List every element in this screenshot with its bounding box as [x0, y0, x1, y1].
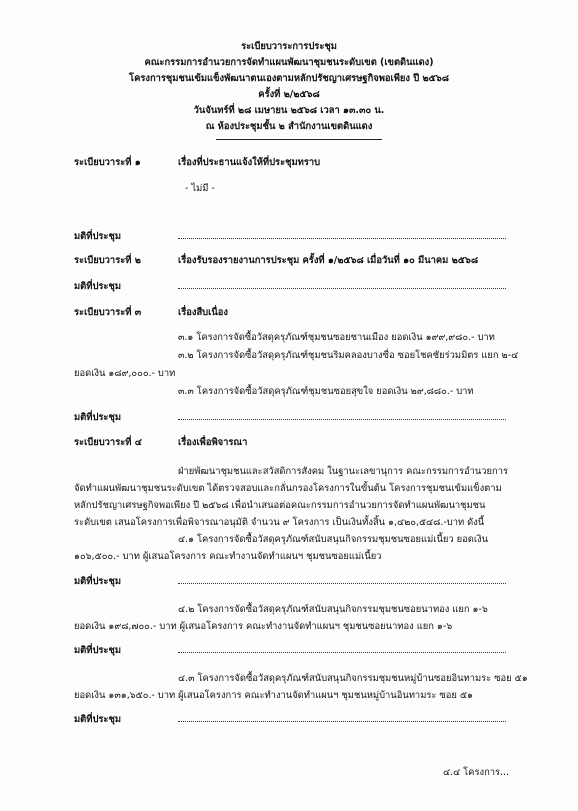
- header-divider: [216, 139, 382, 140]
- agenda-4-label: ระเบียบวาระที่ ๔: [74, 437, 142, 448]
- agenda-4-paragraph: ระดับเขต เสนอโครงการเพื่อพิจารณาอนุมัติ จำนวน ๙ โครงการ เป็นเงินทั้งสิ้น ๑,๔๒๐,๕๔๘.-บาท ดังนี้: [74, 517, 485, 528]
- resolution-label: มติที่ประชุม: [74, 645, 122, 656]
- agenda-3-item-2-cont: ยอดเงิน ๑๘๙,๐๐๐.- บาท: [74, 368, 176, 379]
- agenda-3-label: ระเบียบวาระที่ ๓: [74, 307, 142, 318]
- agenda-3-title: เรื่องสืบเนื่อง: [178, 307, 228, 318]
- agenda-4-item-1-cont: ๑๐๖,๕๐๐.- บาท ผู้เสนอโครงการ คณะทำงานจัดทำแผนฯ ชุมชนซอยแม่เนี้ยว: [74, 551, 382, 562]
- resolution-blank: [178, 288, 506, 289]
- agenda-4-item-2: ๔.๒ โครงการจัดซื้อวัสดุครุภัณฑ์สนับสนุนกิจกรรมชุมชนซอยนาทอง แยก ๑-๖: [178, 604, 488, 615]
- agenda-4-item-1: ๔.๑ โครงการจัดซื้อวัสดุครุภัณฑ์สนับสนุนกิจกรรมชุมชนซอยแม่เนี้ยว ยอดเงิน: [178, 534, 489, 545]
- resolution-label: มติที่ประชุม: [74, 576, 122, 587]
- agenda-2-title: เรื่องรับรองรายงานการประชุม ครั้งที่ ๑/๒๕๖๘ เมื่อวันที่ ๑๐ มีนาคม ๒๕๖๘: [178, 255, 479, 266]
- agenda-4-item-3: ๔.๓ โครงการจัดซื้อวัสดุครุภัณฑ์สนับสนุนกิจกรรมชุมชนหมู่บ้านซอยอินทามระ ซอย ๕๑: [178, 673, 528, 684]
- agenda-3-item-3: ๓.๓ โครงการจัดซื้อวัสดุครุภัณฑ์ชุมชนซอยสุขใจ ยอดเงิน ๒๙,๘๘๐.- บาท: [178, 386, 474, 397]
- resolution-blank: [178, 583, 506, 584]
- agenda-4-item-2-cont: ยอดเงิน ๑๙๘,๗๐๐.- บาท ผู้เสนอโครงการ คณะทำงานจัดทำแผนฯ ชุมชนซอยนาทอง แยก ๑-๖: [74, 621, 453, 632]
- resolution-label: มติที่ประชุม: [74, 412, 122, 423]
- agenda-1-title: เรื่องที่ประธานแจ้งให้ที่ประชุมทราบ: [178, 157, 321, 168]
- meeting-number: ครั้งที่ ๒/๒๕๖๘: [258, 89, 320, 100]
- resolution-blank: [178, 238, 506, 239]
- agenda-4-paragraph: หลักปรัชญาเศรษฐกิจพอเพียง ปี ๒๕๖๘ เพื่อนำเสนอต่อคณะกรรมการอำนวยการจัดทำแผนพัฒนาชุมชน: [74, 500, 486, 511]
- agenda-2-label: ระเบียบวาระที่ ๒: [74, 255, 141, 266]
- resolution-blank: [178, 652, 506, 653]
- resolution-label: มติที่ประชุม: [74, 281, 122, 292]
- committee-name: คณะกรรมการอำนวยการจัดทำแผนพัฒนาชุมชนระดับเขต (เขตดินแดง): [144, 57, 434, 68]
- meeting-venue: ณ ห้องประชุมชั้น ๒ สำนักงานเขตดินแดง: [205, 121, 373, 132]
- agenda-3-item-2: ๓.๒ โครงการจัดซื้อวัสดุครุภัณฑ์ชุมชนริมคลองบางซื่อ ซอยโชคชัยร่วมมิตร แยก ๒-๔: [178, 350, 519, 361]
- agenda-4-paragraph: จัดทำแผนพัฒนาชุมชนระดับเขต ได้ตรวจสอบและกลั่นกรองโครงการในขั้นต้น โครงการชุมชนเข้มแข็งตาม: [74, 483, 502, 494]
- agenda-4-title: เรื่องเพื่อพิจารณา: [178, 437, 248, 448]
- resolution-label: มติที่ประชุม: [74, 231, 122, 242]
- agenda-1-body: - ไม่มี -: [185, 183, 215, 194]
- resolution-blank: [178, 721, 506, 722]
- meeting-date: วันจันทร์ที่ ๒๘ เมษายน ๒๕๖๘ เวลา ๑๓.๓๐ น.: [193, 105, 385, 116]
- agenda-3-item-1: ๓.๑ โครงการจัดซื้อวัสดุครุภัณฑ์ชุมชนซอยชานเมือง ยอดเงิน ๑๙๙,๙๘๐.- บาท: [178, 332, 495, 343]
- agenda-4-paragraph: ฝ่ายพัฒนาชุมชนและสวัสดิการสังคม ในฐานะเลขานุการ คณะกรรมการอำนวยการ: [178, 466, 509, 477]
- resolution-label: มติที่ประชุม: [74, 714, 122, 725]
- agenda-1-label: ระเบียบวาระที่ ๑: [74, 157, 141, 168]
- resolution-blank: [178, 419, 506, 420]
- doc-title: ระเบียบวาระการประชุม: [241, 41, 337, 52]
- continued-note: ๔.๔ โครงการ...: [443, 767, 509, 778]
- agenda-4-item-3-cont: ยอดเงิน ๑๓๑,๖๕๐.- บาท ผู้เสนอโครงการ คณะทำงานจัดทำแผนฯ ชุมชนหมู่บ้านอินทามระ ซอย ๕๑: [74, 690, 473, 701]
- project-name: โครงการชุมชนเข้มแข็งพัฒนาตนเองตามหลักปรัชญาเศรษฐกิจพอเพียง ปี ๒๕๖๘: [129, 73, 449, 84]
